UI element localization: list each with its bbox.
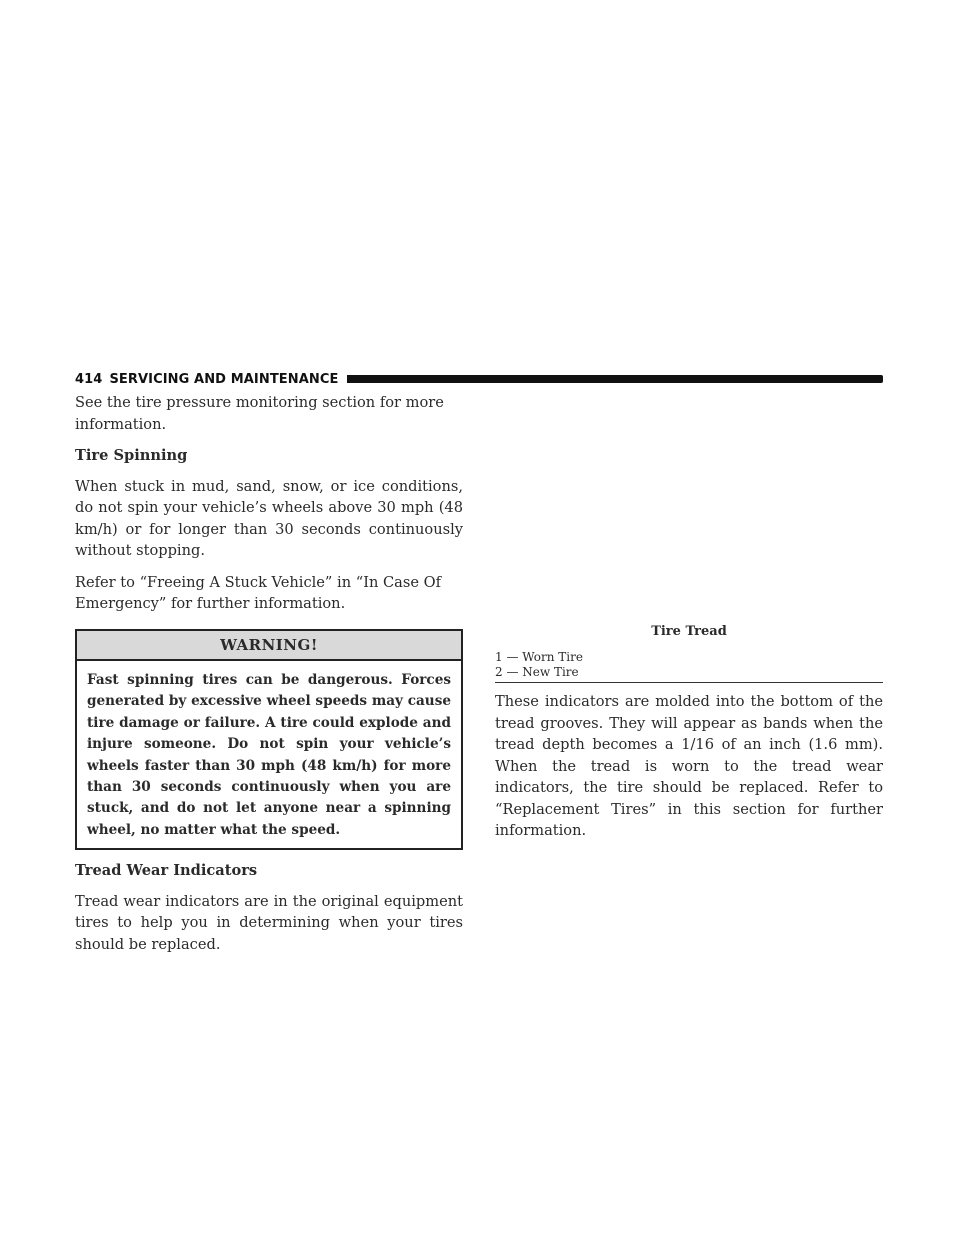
warning-body: Fast spinning tires can be dangerous. Forces generated by excessive wheel speeds may cause tire damage or failure. A tire could explode and injure someone. Do not spin your vehicle’s wheels faster than 30 mph (48 km/h) for more than 30 seconds continuously when you are stuck, and do not let anyone near a spinning wheel, no matter what the speed. (87, 672, 451, 838)
tire-spinning-paragraph: When stuck in mud, sand, snow, or ice conditions, do not spin your vehicle’s wheels above 30 mph (48 km/h) or for longer than 30 seconds continuously without stopping. (75, 477, 463, 559)
legend-item-new-tire: 2 — New Tire (495, 665, 579, 679)
freeing-stuck-vehicle-paragraph: Refer to “Freeing A Stuck Vehicle” in “In Case Of Emergency” for further information. (75, 573, 441, 612)
warning-box (75, 629, 463, 851)
left-column (75, 392, 463, 965)
legend-item-worn-tire: 1 — Worn Tire (495, 650, 583, 664)
figure-caption: Tire Tread (651, 624, 727, 639)
indicators-paragraph: These indicators are molded into the bottom of the tread grooves. They will appear as bands when the tread depth becomes a 1/16 of an inch (1.6 mm). When the tread is worn to the tread wear indicators, the tire should be replaced. Refer to “Replacement Tires” in this section for further information. (495, 693, 883, 839)
section-title: SERVICING AND MAINTENANCE (109, 371, 339, 387)
tire-spinning-heading: Tire Spinning (75, 447, 188, 464)
warning-title: WARNING! (77, 631, 461, 662)
tread-wear-paragraph: Tread wear indicators are in the original equipment tires to help you in determining when your tires should be replaced. (75, 892, 463, 953)
figure-legend (495, 650, 883, 683)
intro-paragraph: See the tire pressure monitoring section for more information. (75, 394, 444, 433)
header-rule (347, 375, 883, 383)
right-column (495, 691, 883, 852)
tread-wear-heading: Tread Wear Indicators (75, 862, 258, 880)
page-header (75, 371, 883, 387)
page-number: 414 (75, 371, 103, 387)
tire-tread-figure (495, 392, 883, 617)
